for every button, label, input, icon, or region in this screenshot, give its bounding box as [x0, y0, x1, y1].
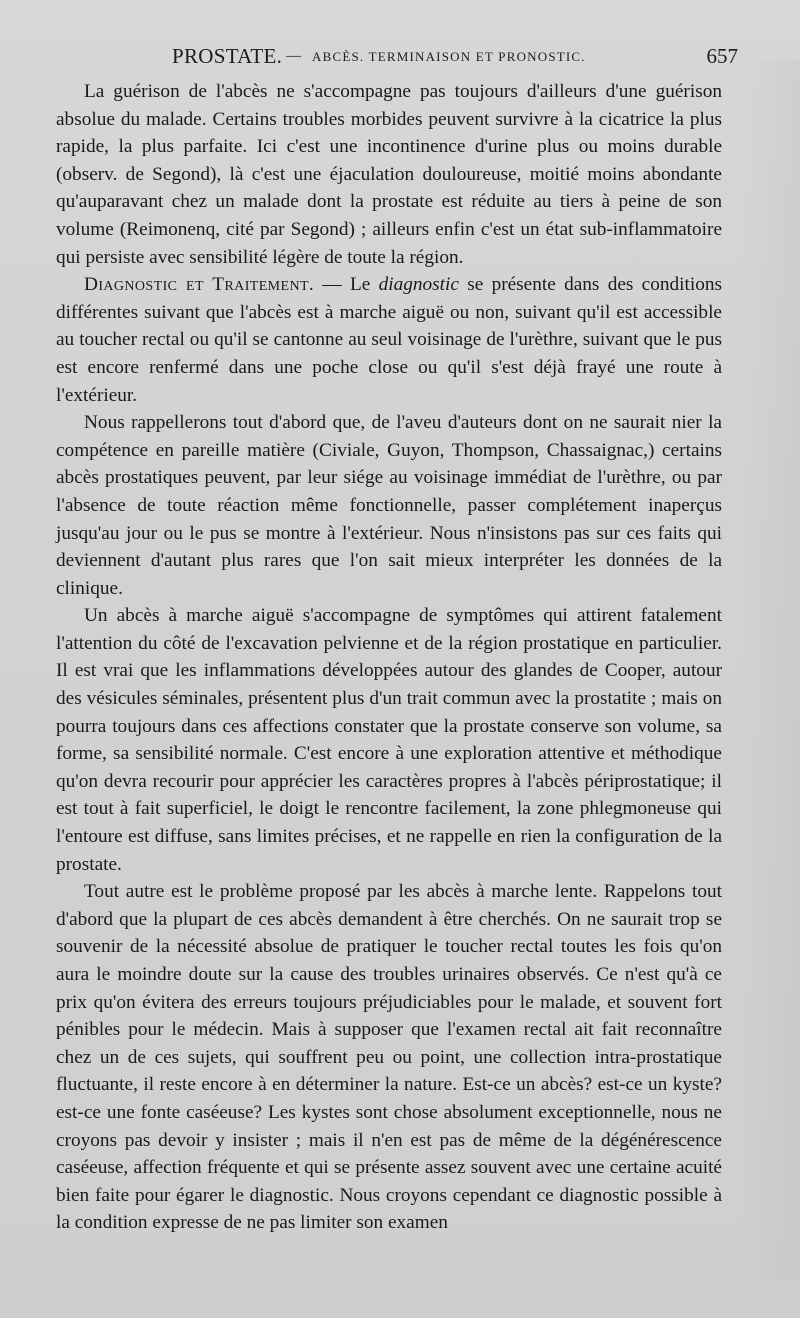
paragraph-text: se présente dans des conditions différentes suivant que l'abcès est à marche aiguë ou non, suivant qu'il est accessible au toucher rectal ou qu'il se cantonne au seul voisinage de l'urèthre, suivant que le pus est encore renfermé dans une poche close ou qu'il s'est déjà frayé une route à l'extérieur.: [56, 274, 723, 406]
page-number: 657: [706, 44, 738, 68]
running-header: [86, 44, 738, 74]
body-text: [56, 78, 722, 1237]
header-separator: —: [286, 48, 303, 64]
section-lead: Diagnostic et Traitement.: [84, 274, 315, 296]
page-edge-shadow: [740, 60, 800, 1280]
paragraph: [56, 271, 722, 409]
header-title: PROSTATE.: [172, 44, 283, 68]
emphasized-term: diagnostic: [378, 274, 459, 296]
paragraph: Un abcès à marche aiguë s'accompagne de symptômes qui attirent fatalement l'attention du côté de l'excavation pelvienne et de la région prostatique en particulier. Il est vrai que les inflammations développées autour des glandes de Cooper, autour des vésicules séminales, présentent plus d'un trait commun avec la prostatite ; mais on pourra toujours dans ces affections constater que la prostate conserve son volume, sa forme, sa sensibilité normale. C'est encore à une exploration attentive et méthodique qu'on devra recourir pour apprécier les caractères propres à l'abcès périprostatique; il est tout à fait superficiel, le doigt le rencontre facilement, la zone phlegmoneuse qui l'entoure est diffuse, sans limites précises, et ne rappelle en rien la configuration de la prostate.: [56, 605, 722, 875]
paragraph: Tout autre est le problème proposé par les abcès à marche lente. Rappelons tout d'abord que la plupart de ces abcès demandent à être cherchés. On ne saurait trop se souvenir de la nécessité absolue de pratiquer le toucher rectal toutes les fois qu'on aura le moindre doute sur la cause des troubles urinaires observés. Ce n'est qu'à ce prix qu'on évitera des erreurs toujours préjudiciables pour le malade, et souvent fort pénibles pour le médecin. Mais à supposer que l'examen rectal ait fait reconnaître chez un de ces sujets, qui souffrent peu ou point, une collection intra-prostatique fluctuante, il reste encore à en déterminer la nature. Est-ce un abcès? est-ce un kyste? est-ce une fonte caséeuse? Les kystes sont chose absolument exceptionnelle, nous ne croyons pas devoir y insister ; mais il n'en est pas de même de la dégénérescence caséeuse, affection fréquente et qui se présente assez souvent avec une certaine acuité bien faite pour égarer le diagnostic. Nous croyons cependant ce diagnostic possible à la condition expresse de ne pas limiter son examen: [56, 881, 722, 1234]
paragraph: La guérison de l'abcès ne s'accompagne pas toujours d'ailleurs d'une guérison absolue du malade. Certains troubles morbides peuvent survivre à la cicatrice la plus rapide, la plus parfaite. Ici c'est une incontinence d'urine plus ou moins durable (observ. de Segond), là c'est une éjaculation douloureuse, moitié moins abondante qu'auparavant chez un malade dont la prostate est réduite au tiers à peine de son volume (Reimonenq, cité par Segond) ; ailleurs enfin c'est un état sub-inflammatoire qui persiste avec sensibilité légère de toute la région.: [56, 81, 722, 268]
paragraph: Nous rappellerons tout d'abord que, de l'aveu d'auteurs dont on ne saurait nier la compétence en pareille matière (Civiale, Guyon, Thompson, Chassaignac,) certains abcès prostatiques peuvent, par leur siége au voisinage immédiat de l'urèthre, ou par l'absence de toute réaction même fonctionnelle, passer complétement inaperçus jusqu'au jour ou le pus se montre à l'extérieur. Nous n'insistons pas sur ces faits qui deviennent d'autant plus rares que l'on sait mieux interpréter les données de la clinique.: [56, 412, 722, 599]
header-subtitle: ABCÈS. TERMINAISON ET PRONOSTIC.: [312, 49, 586, 64]
section-lead-separator: — Le: [314, 274, 379, 296]
